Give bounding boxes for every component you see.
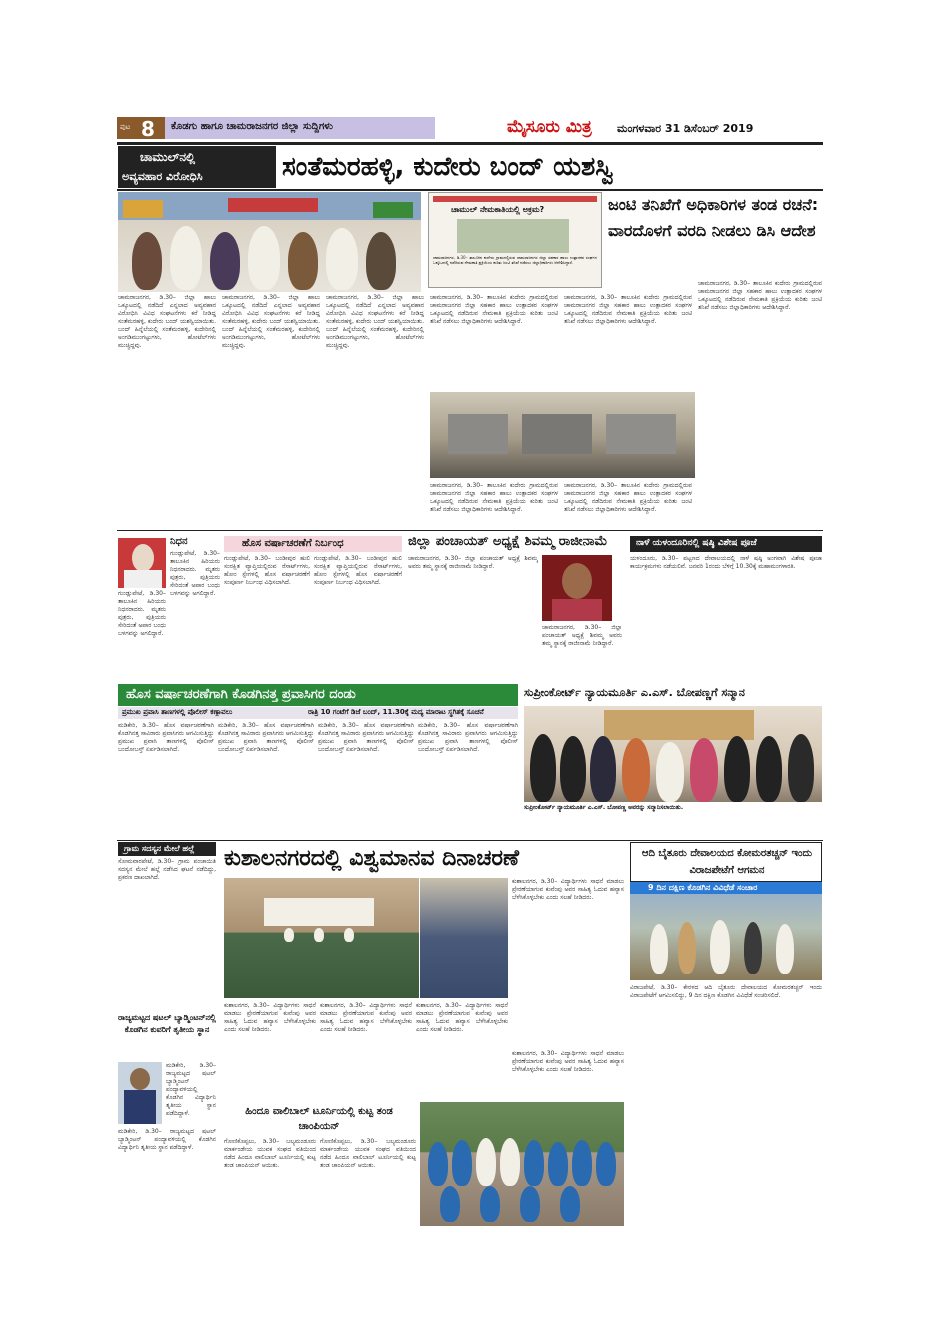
sidebar-body-col1: ಚಾಮರಾಜನಗರ, ಡಿ.30– ತಾಲೂಕಿನ ಕುದೇರು ಗ್ರಾಮದಲ್ಲಿರುವ ಚಾಮರಾಜನಗರ ಜಿಲ್ಲಾ ಸಹಕಾರ ಹಾಲು ಉತ್ಪಾದಕರ ಸಂಘಗಳ ಒಕ್ಕೂಟದಲ್ಲಿ ನಡೆದಿರುವ ನೇಮಕಾತಿ ಪ್ರಕ್ರಿಯೆಯ ಕುರಿತು ಜಂಟಿ ತನಿಖೆ ನಡೆಸಲು ಜಿಲ್ಲಾಧಿಕಾರಿಗಳು ಆದೇಶಿಸಿದ್ದಾರೆ. — [430, 294, 558, 325]
photo-backdrop — [604, 710, 754, 740]
justice-caption: ಸುಪ್ರೀಂಕೋರ್ಟ್ ನ್ಯಾಯಮೂರ್ತಿ ಎ.ಎಸ್. ಬೋಪಣ್ಣ ಅವರನ್ನು ಸನ್ಮಾನಿಸಲಾಯಿತು. — [524, 804, 684, 811]
photo-person — [572, 1140, 592, 1186]
section-title: ಕೊಡಗು ಹಾಗೂ ಚಾಮರಾಜನಗರ ಜಿಲ್ಲಾ ಸುದ್ದಿಗಳು — [171, 121, 333, 132]
photo-person — [314, 928, 324, 942]
photo-person — [248, 226, 280, 290]
vishwamanava-body-col5: ಕುಶಾಲನಗರ, ಡಿ.30– ವಿದ್ಯಾರ್ಥಿಗಳು ಸಾಧನೆ ಮಾಡಲು ಪ್ರೇರಣೆಯಾಗುವ ಕುವೆಂಪು ಅವರ ಸಾಹಿತ್ಯ ಓದುವ ಹವ್ಯಾಸ ಬೆಳೆಸಿಕೊಳ್ಳಬೇಕು ಎಂದು ಸಲಹೆ ನೀಡಿದರು. — [512, 1050, 624, 1073]
photo-person — [344, 928, 354, 942]
photo-flag — [123, 200, 163, 218]
zp-president-portrait — [542, 555, 612, 621]
lead-body-col1: ಚಾಮರಾಜನಗರ, ಡಿ.30– ಜಿಲ್ಲಾ ಹಾಲು ಒಕ್ಕೂಟದಲ್ಲಿ ನಡೆದಿದೆ ಎನ್ನಲಾದ ಅವ್ಯವಹಾರ ವಿರೋಧಿಸಿ ವಿವಿಧ ಸಂಘಟನೆಗಳು ಕರೆ ನೀಡಿದ್ದ ಸಂತೆಮರಹಳ್ಳಿ, ಕುದೇರು ಬಂದ್ ಯಶಸ್ವಿಯಾಯಿತು. ಬಂದ್ ಹಿನ್ನೆಲೆಯಲ್ಲಿ ಸಂತೆಮರಹಳ್ಳಿ, ಕುದೇರಿನಲ್ಲಿ ಅಂಗಡಿಮುಂಗಟ್ಟುಗಳು, ಹೋಟೆಲ್‌ಗಳು ಮುಚ್ಚಿದ್ದವು. — [118, 294, 216, 349]
justice-headline: ಸುಪ್ರೀಂಕೋರ್ಟ್ ನ್ಯಾಯಮೂರ್ತಿ ಎ.ಎಸ್. ಬೋಪಣ್ಣಗೆ ಸನ್ಮಾನ — [524, 686, 745, 699]
newyear-ban-body-col1: ಗುಂಡ್ಲುಪೇಟೆ, ಡಿ.30– ಬಂಡೀಪುರ ಹುಲಿ ಸಂರಕ್ಷಿತ ವ್ಯಾಪ್ತಿಯಲ್ಲಿರುವ ರೆಸಾರ್ಟ್‌ಗಳು, ಹೋಂ ಸ್ಟೇಗಳಲ್ಲಿ ಹೊಸ ವರ್ಷಾಚರಣೆಗೆ ಸಂಪೂರ್ಣ ನಿರ್ಬಂಧ ವಿಧಿಸಲಾಗಿದೆ. — [224, 555, 310, 586]
photo-person — [366, 232, 396, 290]
page-number: 8 — [141, 117, 155, 141]
lead-protest-photo — [118, 192, 421, 292]
photo-stage — [264, 898, 374, 926]
chariot-body-col1: ವಿರಾಜಪೇಟೆ, ಡಿ.30– ಕೇರಳದ ಆದಿ ಬೈತೂರು ದೇವಾಲಯದ ಕೋಮರತಚ್ಚನ್ ಇಂದು ವಿರಾಜಪೇಟೆಗೆ ಆಗಮಿಸಲಿದ್ದು, 9 ದಿನ ದಕ್ಷಿಣ ಕೊಡಗಿನ ವಿವಿಧೆಡೆ ಸಂಚರಿಸಲಿದೆ. — [630, 984, 822, 999]
tourists-body-col2: ಮಡಿಕೇರಿ, ಡಿ.30– ಹೊಸ ವರ್ಷಾಚರಣೆಗಾಗಿ ಕೊಡಗಿನತ್ತ ಸಾವಿರಾರು ಪ್ರವಾಸಿಗರು ಆಗಮಿಸುತ್ತಿದ್ದು ಪ್ರಮುಖ ಪ್ರವಾಸಿ ತಾಣಗಳಲ್ಲಿ ಪೊಲೀಸ್ ಬಂದೋಬಸ್ತ್ ಏರ್ಪಡಿಸಲಾಗಿದೆ. — [218, 722, 314, 753]
obituary-body-cont: ಗುಂಡ್ಲುಪೇಟೆ, ಡಿ.30– ತಾಲೂಕಿನ ಹಿರಿಯರು ನಿಧನರಾದರು. ಮೃತರು ಪುತ್ರರು, ಪುತ್ರಿಯರು ಸೇರಿದಂತೆ ಅಪಾರ ಬಂಧು ಬಳಗವನ್ನು ಅಗಲಿದ್ದಾರೆ. — [118, 590, 166, 637]
photo-person — [678, 922, 696, 974]
sidebar-body-col1b: ಚಾಮರಾಜನಗರ, ಡಿ.30– ತಾಲೂಕಿನ ಕುದೇರು ಗ್ರಾಮದಲ್ಲಿರುವ ಚಾಮರಾಜನಗರ ಜಿಲ್ಲಾ ಸಹಕಾರ ಹಾಲು ಉತ್ಪಾದಕರ ಸಂಘಗಳ ಒಕ್ಕೂಟದಲ್ಲಿ ನಡೆದಿರುವ ನೇಮಕಾತಿ ಪ್ರಕ್ರಿಯೆಯ ಕುರಿತು ಜಂಟಿ ತನಿಖೆ ನಡೆಸಲು ಜಿಲ್ಲಾಧಿಕಾರಿಗಳು ಆದೇಶಿಸಿದ್ದಾರೆ. — [430, 482, 558, 513]
tourists-subhead-bar — [118, 707, 518, 719]
clipping-header: ಚಾಮುಲ್ ನೇಮಕಾತಿಯಲ್ಲಿ ಅಕ್ರಮ? — [451, 205, 545, 214]
lead-body-col3: ಚಾಮರಾಜನಗರ, ಡಿ.30– ಜಿಲ್ಲಾ ಹಾಲು ಒಕ್ಕೂಟದಲ್ಲಿ ನಡೆದಿದೆ ಎನ್ನಲಾದ ಅವ್ಯವಹಾರ ವಿರೋಧಿಸಿ ವಿವಿಧ ಸಂಘಟನೆಗಳು ಕರೆ ನೀಡಿದ್ದ ಸಂತೆಮರಹಳ್ಳಿ, ಕುದೇರು ಬಂದ್ ಯಶಸ್ವಿಯಾಯಿತು. ಬಂದ್ ಹಿನ್ನೆಲೆಯಲ್ಲಿ ಸಂತೆಮರಹಳ್ಳಿ, ಕುದೇರಿನಲ್ಲಿ ಅಂಗಡಿಮುಂಗಟ್ಟುಗಳು, ಹೋಟೆಲ್‌ಗಳು ಮುಚ್ಚಿದ್ದವು. — [326, 294, 424, 349]
photo-person — [288, 232, 318, 290]
photo-person — [524, 1140, 544, 1186]
photo-person — [428, 1142, 448, 1186]
village-attack-header: ಗ್ರಾಮ ಸದಸ್ಯನ ಮೇಲೆ ಹಲ್ಲೆ — [124, 844, 195, 853]
photo-person — [326, 228, 358, 290]
photo-person — [284, 928, 294, 942]
portrait-face — [562, 563, 592, 599]
pooja-header-box — [630, 536, 822, 552]
issue-date: ಮಂಗಳವಾರ 31 ಡಿಸೆಂಬರ್ 2019 — [617, 122, 754, 135]
photo-person — [744, 922, 762, 974]
vishwamanava-headline: ಕುಶಾಲನಗರದಲ್ಲಿ ವಿಶ್ವಮಾನವ ದಿನಾಚರಣೆ — [224, 846, 520, 871]
badminton-body-cont: ಮಡಿಕೇರಿ, ಡಿ.30– ರಾಜ್ಯಮಟ್ಟದ ಷಟಲ್ ಬ್ಯಾಡ್ಮಿಂಟನ್ ಪಂದ್ಯಾವಳಿಯಲ್ಲಿ ಕೊಡಗಿನ ವಿದ್ಯಾರ್ಥಿನಿ ತೃತೀಯ ಸ್ಥಾನ ಪಡೆದಿದ್ದಾಳೆ. — [118, 1128, 216, 1151]
photo-person — [690, 738, 718, 802]
tourists-body-col4: ಮಡಿಕೇರಿ, ಡಿ.30– ಹೊಸ ವರ್ಷಾಚರಣೆಗಾಗಿ ಕೊಡಗಿನತ್ತ ಸಾವಿರಾರು ಪ್ರವಾಸಿಗರು ಆಗಮಿಸುತ್ತಿದ್ದು ಪ್ರಮುಖ ಪ್ರವಾಸಿ ತಾಣಗಳಲ್ಲಿ ಪೊಲೀಸ್ ಬಂದೋಬಸ್ತ್ ಏರ್ಪಡಿಸಲಾಗಿದೆ. — [418, 722, 518, 753]
photo-person — [132, 232, 162, 290]
photo-banner — [228, 198, 318, 212]
sidebar-body-col2: ಚಾಮರಾಜನಗರ, ಡಿ.30– ತಾಲೂಕಿನ ಕುದೇರು ಗ್ರಾಮದಲ್ಲಿರುವ ಚಾಮರಾಜನಗರ ಜಿಲ್ಲಾ ಸಹಕಾರ ಹಾಲು ಉತ್ಪಾದಕರ ಸಂಘಗಳ ಒಕ್ಕೂಟದಲ್ಲಿ ನಡೆದಿರುವ ನೇಮಕಾತಿ ಪ್ರಕ್ರಿಯೆಯ ಕುರಿತು ಜಂಟಿ ತನಿಖೆ ನಡೆಸಲು ಜಿಲ್ಲಾಧಿಕಾರಿಗಳು ಆದೇಶಿಸಿದ್ದಾರೆ. — [564, 294, 692, 325]
photo-person — [452, 1140, 472, 1186]
photo-person — [500, 1138, 520, 1186]
photo-person — [210, 232, 240, 290]
sidebar-body-col2b: ಚಾಮರಾಜನಗರ, ಡಿ.30– ತಾಲೂಕಿನ ಕುದೇರು ಗ್ರಾಮದಲ್ಲಿರುವ ಚಾಮರಾಜನಗರ ಜಿಲ್ಲಾ ಸಹಕಾರ ಹಾಲು ಉತ್ಪಾದಕರ ಸಂಘಗಳ ಒಕ್ಕೂಟದಲ್ಲಿ ನಡೆದಿರುವ ನೇಮಕಾತಿ ಪ್ರಕ್ರಿಯೆಯ ಕುರಿತು ಜಂಟಿ ತನಿಖೆ ನಡೆಸಲು ಜಿಲ್ಲಾಧಿಕಾರಿಗಳು ಆದೇಶಿಸಿದ್ದಾರೆ. — [564, 482, 692, 513]
photo-person — [756, 736, 782, 802]
photo-person — [560, 736, 586, 802]
portrait-face — [132, 544, 154, 572]
tourists-headline: ಹೊಸ ವರ್ಷಾಚರಣೆಗಾಗಿ ಕೊಡಗಿನತ್ತ ಪ್ರವಾಸಿಗರ ದಂಡು — [126, 687, 356, 702]
section-rule — [117, 840, 823, 841]
obituary-header: ನಿಧನ — [170, 536, 188, 547]
volleyball-body-col2: ಗೋಣಿಕೊಪ್ಪಲು, ಡಿ.30– ಬಲ್ಯಮಂಡೂರು ಮಾರ್ಕಂಡೇಯ ಯುವಕ ಸಂಘದ ವತಿಯಿಂದ ನಡೆದ ಹಿಂದೂ ವಾಲಿಬಾಲ್ ಟೂರ್ನಿಯಲ್ಲಿ ಕುಟ್ಟ ತಂಡ ಚಾಂಪಿಯನ್ ಆಯಿತು. — [320, 1138, 416, 1169]
section-band — [165, 117, 435, 139]
page-label: ಪುಟ — [120, 123, 131, 131]
sidebar-headline: ಜಂಟಿ ತನಿಖೆಗೆ ಅಧಿಕಾರಿಗಳ ತಂಡ ರಚನೆ: ವಾರದೊಳಗೆ ವರದಿ ನೀಡಲು ಡಿಸಿ ಆದೇಶ — [608, 195, 819, 240]
photo-person — [476, 1138, 496, 1186]
justice-felicitation-photo — [524, 706, 822, 802]
volleyball-body-col1: ಗೋಣಿಕೊಪ್ಪಲು, ಡಿ.30– ಬಲ್ಯಮಂಡೂರು ಮಾರ್ಕಂಡೇಯ ಯುವಕ ಸಂಘದ ವತಿಯಿಂದ ನಡೆದ ಹಿಂದೂ ವಾಲಿಬಾಲ್ ಟೂರ್ನಿಯಲ್ಲಿ ಕುಟ್ಟ ತಂಡ ಚಾಂಪಿಯನ್ ಆಯಿತು. — [224, 1138, 316, 1169]
lead-headline: ಸಂತೆಮರಹಳ್ಳಿ, ಕುದೇರು ಬಂದ್ ಯಶಸ್ವಿ — [282, 152, 614, 182]
tourists-band — [118, 684, 518, 706]
photo-person — [724, 736, 750, 802]
photo-person — [710, 920, 730, 974]
photo-person — [560, 1186, 580, 1222]
clipping-photo — [457, 219, 569, 253]
portrait-body — [124, 1090, 156, 1124]
page-number-box — [117, 117, 165, 139]
obituary-portrait — [118, 538, 166, 588]
paper-name: ಮೈಸೂರು ಮಿತ್ರ — [507, 117, 592, 137]
badminton-player-photo — [118, 1062, 162, 1124]
vishwamanava-audience-photo — [420, 878, 508, 998]
obituary-body: ಗುಂಡ್ಲುಪೇಟೆ, ಡಿ.30– ತಾಲೂಕಿನ ಹಿರಿಯರು ನಿಧನರಾದರು. ಮೃತರು ಪುತ್ರರು, ಪುತ್ರಿಯರು ಸೇರಿದಂತೆ ಅಪಾರ ಬಂಧು ಬಳಗವನ್ನು ಅಗಲಿದ್ದಾರೆ. — [170, 550, 220, 597]
clipping-masthead — [433, 196, 597, 202]
badminton-header: ರಾಜ್ಯಮಟ್ಟದ ಷಟಲ್ ಬ್ಯಾಡ್ಮಿಂಟನ್‌ನಲ್ಲಿ ಕೊಡಗಿನ ಕುವರಿಗೆ ತೃತೀಯ ಸ್ಥಾನ — [118, 1013, 216, 1034]
lead-body-col2: ಚಾಮರಾಜನಗರ, ಡಿ.30– ಜಿಲ್ಲಾ ಹಾಲು ಒಕ್ಕೂಟದಲ್ಲಿ ನಡೆದಿದೆ ಎನ್ನಲಾದ ಅವ್ಯವಹಾರ ವಿರೋಧಿಸಿ ವಿವಿಧ ಸಂಘಟನೆಗಳು ಕರೆ ನೀಡಿದ್ದ ಸಂತೆಮರಹಳ್ಳಿ, ಕುದೇರು ಬಂದ್ ಯಶಸ್ವಿಯಾಯಿತು. ಬಂದ್ ಹಿನ್ನೆಲೆಯಲ್ಲಿ ಸಂತೆಮರಹಳ್ಳಿ, ಕುದೇರಿನಲ್ಲಿ ಅಂಗಡಿಮುಂಗಟ್ಟುಗಳು, ಹೋಟೆಲ್‌ಗಳು ಮುಚ್ಚಿದ್ದವು. — [222, 294, 320, 349]
clipping-image — [428, 192, 602, 288]
zp-headline: ಜಿಲ್ಲಾ ಪಂಚಾಯತ್ ಅಧ್ಯಕ್ಷೆ ಶಿವಮ್ಮ ರಾಜೀನಾಮೆ — [408, 534, 608, 549]
photo-flag — [373, 202, 413, 218]
volleyball-team-photo — [420, 1102, 624, 1226]
masthead-rule — [117, 142, 823, 145]
photo-person — [548, 1142, 568, 1186]
photo-shutter — [606, 414, 676, 454]
newyear-ban-body-col2: ಗುಂಡ್ಲುಪೇಟೆ, ಡಿ.30– ಬಂಡೀಪುರ ಹುಲಿ ಸಂರಕ್ಷಿತ ವ್ಯಾಪ್ತಿಯಲ್ಲಿರುವ ರೆಸಾರ್ಟ್‌ಗಳು, ಹೋಂ ಸ್ಟೇಗಳಲ್ಲಿ ಹೊಸ ವರ್ಷಾಚರಣೆಗೆ ಸಂಪೂರ್ಣ ನಿರ್ಬಂಧ ವಿಧಿಸಲಾಗಿದೆ. — [314, 555, 402, 586]
newyear-ban-header-box — [224, 536, 402, 552]
vishwamanava-stage-photo — [224, 878, 419, 998]
lead-kicker-box — [118, 146, 276, 188]
lead-rule — [117, 189, 823, 191]
photo-shutter — [522, 414, 592, 454]
photo-person — [650, 924, 668, 974]
tourists-sub1: ಪ್ರಮುಖ ಪ್ರವಾಸಿ ತಾಣಗಳಲ್ಲಿ ಪೊಲೀಸ್ ಕಣ್ಗಾವಲು — [122, 708, 233, 716]
vishwamanava-body-col2: ಕುಶಾಲನಗರ, ಡಿ.30– ವಿದ್ಯಾರ್ಥಿಗಳು ಸಾಧನೆ ಮಾಡಲು ಪ್ರೇರಣೆಯಾಗುವ ಕುವೆಂಪು ಅವರ ಸಾಹಿತ್ಯ ಓದುವ ಹವ್ಯಾಸ ಬೆಳೆಸಿಕೊಳ್ಳಬೇಕು ಎಂದು ಸಲಹೆ ನೀಡಿದರು. — [224, 1002, 316, 1033]
vishwamanava-body-col3: ಕುಶಾಲನಗರ, ಡಿ.30– ವಿದ್ಯಾರ್ಥಿಗಳು ಸಾಧನೆ ಮಾಡಲು ಪ್ರೇರಣೆಯಾಗುವ ಕುವೆಂಪು ಅವರ ಸಾಹಿತ್ಯ ಓದುವ ಹವ್ಯಾಸ ಬೆಳೆಸಿಕೊಳ್ಳಬೇಕು ಎಂದು ಸಲಹೆ ನೀಡಿದರು. — [320, 1002, 412, 1033]
village-attack-header-box — [118, 842, 216, 856]
sidebar-body-col3: ಚಾಮರಾಜನಗರ, ಡಿ.30– ತಾಲೂಕಿನ ಕುದೇರು ಗ್ರಾಮದಲ್ಲಿರುವ ಚಾಮರಾಜನಗರ ಜಿಲ್ಲಾ ಸಹಕಾರ ಹಾಲು ಉತ್ಪಾದಕರ ಸಂಘಗಳ ಒಕ್ಕೂಟದಲ್ಲಿ ನಡೆದಿರುವ ನೇಮಕಾತಿ ಪ್ರಕ್ರಿಯೆಯ ಕುರಿತು ಜಂಟಿ ತನಿಖೆ ನಡೆಸಲು ಜಿಲ್ಲಾಧಿಕಾರಿಗಳು ಆದೇಶಿಸಿದ್ದಾರೆ. — [698, 280, 822, 311]
photo-person — [590, 736, 616, 802]
zp-body-col2: ಚಾಮರಾಜನಗರ, ಡಿ.30– ಜಿಲ್ಲಾ ಪಂಚಾಯತ್ ಅಧ್ಯಕ್ಷೆ ಶಿವಮ್ಮ ಅವರು ತಮ್ಮ ಸ್ಥಾನಕ್ಕೆ ರಾಜೀನಾಮೆ ನೀಡಿದ್ದಾರೆ. — [542, 624, 622, 647]
closed-shops-photo — [430, 392, 695, 478]
section-rule — [117, 530, 823, 531]
volleyball-headline: ಹಿಂದೂ ವಾಲಿಬಾಲ್ ಟೂರ್ನಿಯಲ್ಲಿ ಕುಟ್ಟ ತಂಡ ಚಾಂಪಿಯನ್ — [245, 1106, 393, 1132]
photo-person — [440, 1186, 460, 1222]
clipping-text: ಚಾಮರಾಜನಗರ, ಡಿ.30– ತಾಲೂಕಿನ ಕುದೇರು ಗ್ರಾಮದಲ್ಲಿರುವ ಚಾಮರಾಜನಗರ ಜಿಲ್ಲಾ ಸಹಕಾರ ಹಾಲು ಉತ್ಪಾದಕರ ಸಂಘಗಳ ಒಕ್ಕೂಟದಲ್ಲಿ ನಡೆದಿರುವ ನೇಮಕಾತಿ ಪ್ರಕ್ರಿಯೆಯ ಕುರಿತು ಜಂಟಿ ತನಿಖೆ ನಡೆಸಲು ಜಿಲ್ಲಾಧಿಕಾರಿಗಳು ಆದೇಶಿಸಿದ್ದಾರೆ. — [433, 255, 597, 265]
photo-person — [788, 734, 814, 802]
pooja-body: ಯಳಂದೂರು, ಡಿ.30– ಪಟ್ಟಣದ ದೇವಾಲಯದಲ್ಲಿ ನಾಳೆ ಷಷ್ಠಿ ಅಂಗವಾಗಿ ವಿಶೇಷ ಪೂಜಾ ಕಾರ್ಯಕ್ರಮಗಳು ನಡೆಯಲಿವೆ. ಜನವರಿ 1ರಂದು ಬೆಳಿಗ್ಗೆ 10.30ಕ್ಕೆ ಮಹಾಮಂಗಳಾರತಿ. — [630, 555, 822, 570]
pooja-header: ನಾಳೆ ಯಳಂದೂರಿನಲ್ಲಿ ಷಷ್ಠಿ ವಿಶೇಷ ಪೂಜೆ — [636, 538, 757, 548]
vishwamanava-body-col4: ಕುಶಾಲನಗರ, ಡಿ.30– ವಿದ್ಯಾರ್ಥಿಗಳು ಸಾಧನೆ ಮಾಡಲು ಪ್ರೇರಣೆಯಾಗುವ ಕುವೆಂಪು ಅವರ ಸಾಹಿತ್ಯ ಓದುವ ಹವ್ಯಾಸ ಬೆಳೆಸಿಕೊಳ್ಳಬೇಕು ಎಂದು ಸಲಹೆ ನೀಡಿದರು. — [416, 1002, 508, 1033]
tourists-body-col3: ಮಡಿಕೇರಿ, ಡಿ.30– ಹೊಸ ವರ್ಷಾಚರಣೆಗಾಗಿ ಕೊಡಗಿನತ್ತ ಸಾವಿರಾರು ಪ್ರವಾಸಿಗರು ಆಗಮಿಸುತ್ತಿದ್ದು ಪ್ರಮುಖ ಪ್ರವಾಸಿ ತಾಣಗಳಲ್ಲಿ ಪೊಲೀಸ್ ಬಂದೋಬಸ್ತ್ ಏರ್ಪಡಿಸಲಾಗಿದೆ. — [318, 722, 414, 753]
photo-person — [520, 1186, 540, 1222]
zp-body-col1: ಚಾಮರಾಜನಗರ, ಡಿ.30– ಜಿಲ್ಲಾ ಪಂಚಾಯತ್ ಅಧ್ಯಕ್ಷೆ ಶಿವಮ್ಮ ಅವರು ತಮ್ಮ ಸ್ಥಾನಕ್ಕೆ ರಾಜೀನಾಮೆ ನೀಡಿದ್ದಾರೆ. — [408, 555, 538, 570]
lead-kicker-line1: ಚಾಮುಲ್‌ನಲ್ಲಿ — [140, 150, 196, 164]
photo-person — [596, 1142, 616, 1186]
tourists-sub2: ರಾತ್ರಿ 10 ಗಂಟೆಗೆ ಡಿಜೆ ಬಂದ್, 11.30ಕ್ಕೆ ಮದ್ಯ ಮಾರಾಟ ಸ್ಥಗಿತಕ್ಕೆ ಸೂಚನೆ — [308, 708, 484, 716]
tourists-body-col1: ಮಡಿಕೇರಿ, ಡಿ.30– ಹೊಸ ವರ್ಷಾಚರಣೆಗಾಗಿ ಕೊಡಗಿನತ್ತ ಸಾವಿರಾರು ಪ್ರವಾಸಿಗರು ಆಗಮಿಸುತ್ತಿದ್ದು ಪ್ರಮುಖ ಪ್ರವಾಸಿ ತಾಣಗಳಲ್ಲಿ ಪೊಲೀಸ್ ಬಂದೋಬಸ್ತ್ ಏರ್ಪಡಿಸಲಾಗಿದೆ. — [118, 722, 214, 753]
photo-person — [480, 1186, 500, 1222]
photo-person — [656, 742, 684, 802]
portrait-body — [552, 599, 602, 621]
photo-person — [622, 738, 650, 802]
photo-person — [530, 734, 556, 802]
newyear-ban-header: ಹೊಸ ವರ್ಷಾಚರಣೆಗೆ ನಿರ್ಬಂಧ — [242, 538, 344, 549]
chariot-photo — [630, 894, 822, 980]
chariot-subhead: 9 ದಿನ ದಕ್ಷಿಣ ಕೊಡಗಿನ ವಿವಿಧೆಡೆ ಸಂಚಾರ — [648, 883, 758, 892]
photo-person — [170, 226, 202, 290]
chariot-subhead-band — [630, 882, 822, 894]
chariot-headline: ಆದಿ ಬೈತೂರು ದೇವಾಲಯದ ಕೋಮರತಚ್ಚನ್ ಇಂದು ವಿರಾಜಪೇಟೆಗೆ ಆಗಮನ — [641, 848, 813, 876]
portrait-body — [124, 570, 162, 588]
lead-kicker-line2: ಅವ್ಯವಹಾರ ವಿರೋಧಿಸಿ — [122, 170, 203, 183]
portrait-face — [130, 1068, 150, 1090]
photo-person — [776, 924, 794, 974]
chariot-headline-box — [630, 842, 822, 882]
masthead — [117, 117, 819, 141]
vishwamanava-body-col1: ಕುಶಾಲನಗರ, ಡಿ.30– ವಿದ್ಯಾರ್ಥಿಗಳು ಸಾಧನೆ ಮಾಡಲು ಪ್ರೇರಣೆಯಾಗುವ ಕುವೆಂಪು ಅವರ ಸಾಹಿತ್ಯ ಓದುವ ಹವ್ಯಾಸ ಬೆಳೆಸಿಕೊಳ್ಳಬೇಕು ಎಂದು ಸಲಹೆ ನೀಡಿದರು. — [512, 878, 624, 901]
badminton-body: ಮಡಿಕೇರಿ, ಡಿ.30– ರಾಜ್ಯಮಟ್ಟದ ಷಟಲ್ ಬ್ಯಾಡ್ಮಿಂಟನ್ ಪಂದ್ಯಾವಳಿಯಲ್ಲಿ ಕೊಡಗಿನ ವಿದ್ಯಾರ್ಥಿನಿ ತೃತೀಯ ಸ್ಥಾನ ಪಡೆದಿದ್ದಾಳೆ. — [166, 1062, 216, 1117]
photo-shutter — [448, 414, 508, 454]
village-attack-body: ಸೋಮವಾರಪೇಟೆ, ಡಿ.30– ಗ್ರಾಮ ಪಂಚಾಯಿತಿ ಸದಸ್ಯನ ಮೇಲೆ ಹಲ್ಲೆ ನಡೆಸಿದ ಘಟನೆ ನಡೆದಿದ್ದು, ಪ್ರಕರಣ ದಾಖಲಾಗಿದೆ. — [118, 858, 216, 881]
